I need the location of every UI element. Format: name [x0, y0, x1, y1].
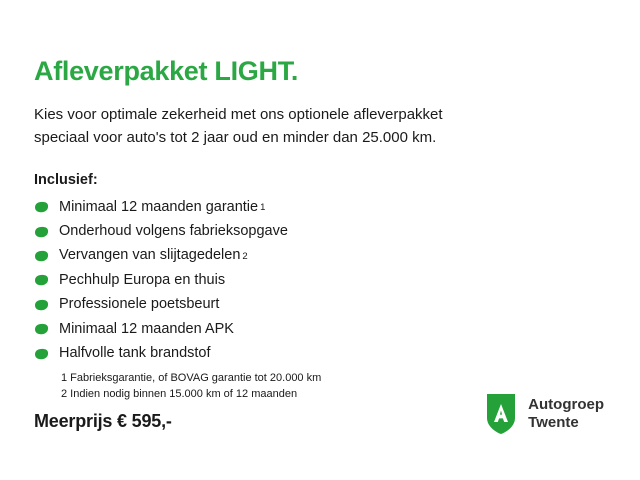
- list-item-label: Vervangen van slijtagedelen: [59, 247, 241, 264]
- leaf-bullet-icon: [34, 299, 49, 311]
- shield-a-icon: [483, 392, 519, 436]
- list-item-label: Pechhulp Europa en thuis: [59, 271, 226, 288]
- leaf-bullet-icon: [34, 274, 49, 286]
- footnote-2: 2 Indien nodig binnen 15.000 km of 12 maanden: [61, 388, 298, 401]
- list-item: [34, 321, 606, 338]
- list-item: [34, 272, 606, 289]
- intro-line-2: speciaal voor auto's tot 2 jaar oud en minder dan 25.000 km.: [34, 129, 437, 147]
- list-item-label: Halfvolle tank brandstof: [59, 344, 211, 361]
- footnote-1: 1 Fabrieksgarantie, of BOVAG garantie tot 20.000 km: [61, 372, 322, 385]
- leaf-bullet-icon: [34, 323, 49, 335]
- brand-logo: [483, 392, 604, 436]
- section-heading: Inclusief:: [34, 171, 98, 188]
- brand-name: [528, 396, 604, 433]
- list-item-footnote-ref: 1: [260, 201, 266, 213]
- list-item-footnote-ref: 2: [242, 250, 248, 262]
- leaf-bullet-icon: [34, 348, 49, 360]
- brand-name-line-2: Twente: [528, 414, 579, 431]
- leaf-bullet-icon: [34, 250, 49, 262]
- list-item: [34, 345, 606, 362]
- intro-paragraph: [34, 103, 534, 150]
- list-item: [34, 199, 606, 216]
- list-item-label: Onderhoud volgens fabrieksopgave: [59, 222, 288, 239]
- leaf-bullet-icon: [34, 226, 49, 238]
- list-item: [34, 247, 606, 264]
- brand-name-line-1: Autogroep: [528, 395, 604, 413]
- intro-line-1: Kies voor optimale zekerheid met ons optionele afleverpakket: [34, 106, 443, 124]
- inclusions-list: [34, 199, 606, 363]
- leaf-bullet-icon: [34, 201, 49, 213]
- page-title: Afleverpakket LIGHT.: [34, 56, 299, 86]
- price-label: Meerprijs € 595,-: [34, 411, 172, 431]
- list-item: [34, 223, 606, 240]
- list-item-label: Professionele poetsbeurt: [59, 296, 220, 313]
- list-item-label: Minimaal 12 maanden APK: [59, 320, 234, 337]
- list-item-label: Minimaal 12 maanden garantie: [59, 198, 259, 215]
- list-item: [34, 296, 606, 313]
